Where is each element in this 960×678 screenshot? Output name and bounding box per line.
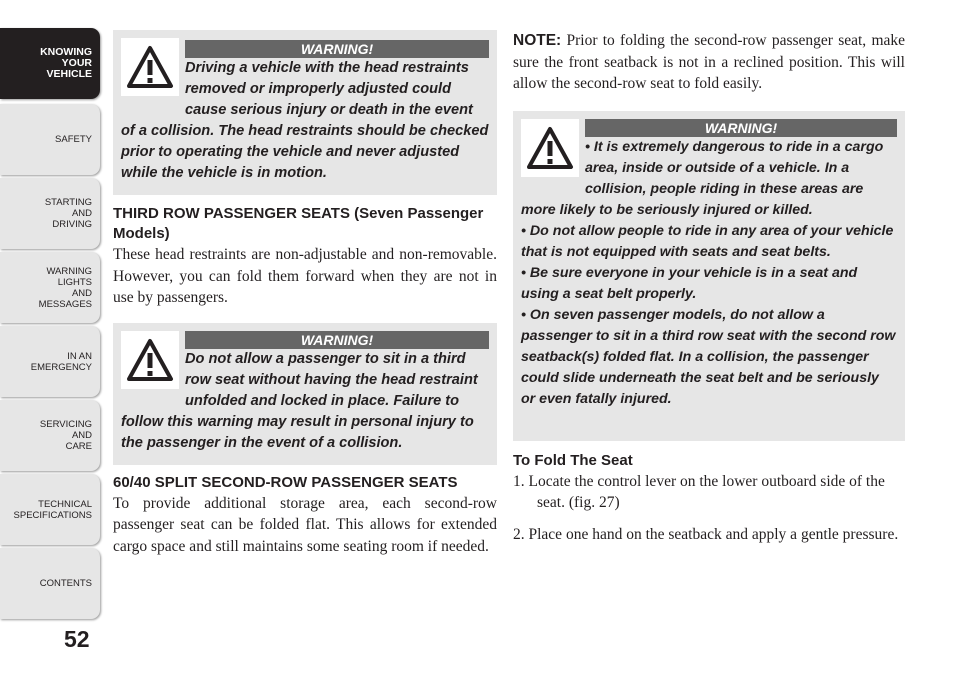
tab-label-line: CARE — [65, 441, 92, 452]
warning-box-third-row — [113, 323, 497, 465]
tab-label-line: AND — [71, 287, 92, 299]
step-number: 2. — [513, 525, 525, 543]
note-text: Prior to folding the second-row passenger seat, make sure the front seatback is not in a reclined position. This will allow the second-row seat to fold easily. — [513, 32, 906, 92]
tab-label-line: AND — [71, 208, 92, 219]
warning-title: WARNING! — [185, 331, 489, 349]
warning-bullet: • It is extremely dangerous to ride in a cargo area, inside or outside of a vehicle. In a collision, people riding in these areas are more likely to be seriously injured or killed. — [521, 138, 884, 218]
section-heading-third-row: THIRD ROW PASSENGER SEATS (Seven Passenger Models) — [113, 205, 484, 242]
warning-bullet: • On seven passenger models, do not allow a passenger to sit in a third row seat with the second row seatback(s) folded flat. In a collision, the passenger could slide underneath the seat belt and be seriously or even fatally injured. — [521, 306, 896, 407]
tab-label-line: MESSAGES — [38, 298, 92, 310]
warning-bullet-text: Do not allow people to ride in any area of your vehicle that is not equipped with seats and seat belts. — [521, 222, 894, 260]
tab-label-line: CONTENTS — [39, 578, 92, 589]
paragraph-third-row: These head restraints are non-adjustable and non-removable. However, you can fold them forward when they are not in use by passengers. — [113, 246, 497, 306]
warning-bullet-text: Be sure everyone in your vehicle is in a seat and using a seat belt properly. — [521, 264, 858, 302]
tab-label-line: IN AN — [67, 350, 92, 362]
tab-label-line: STARTING — [44, 197, 92, 208]
warning-triangle-icon — [121, 38, 179, 96]
tab-technical-specifications[interactable] — [0, 474, 100, 545]
warning-text: Do not allow a passenger to sit in a third row seat without having the head restraint unfolded and locked in place. Failure to follow this warning may result in personal injury to the passenger in the event of a collision. — [121, 350, 478, 451]
warning-bullet: • Be sure everyone in your vehicle is in a seat and using a seat belt properly. — [521, 264, 858, 302]
tab-starting-and-driving[interactable] — [0, 178, 100, 249]
tab-label-line: WARNING — [46, 265, 92, 277]
warning-triangle-icon — [521, 119, 579, 177]
tab-safety[interactable] — [0, 104, 100, 175]
tab-warning-lights-and-messages[interactable] — [0, 252, 100, 323]
paragraph-split-seats: To provide additional storage area, each second-row passenger seat can be folded flat. This allows for extended cargo space and still maintains some seating room if needed. — [113, 494, 497, 555]
left-column — [113, 30, 497, 557]
note-label: NOTE: — [513, 32, 562, 49]
step-text: Place one hand on the seatback and apply a gentle pressure. — [528, 525, 899, 543]
step-number: 1. — [513, 472, 525, 490]
list-item — [513, 471, 905, 514]
step-text: Locate the control lever on the lower outboard side of the seat. (fig. 27) — [528, 472, 885, 511]
tab-label-line: AND — [71, 430, 92, 441]
tab-label-line: DRIVING — [52, 219, 92, 230]
section-heading-split-seats: 60/40 SPLIT SECOND-ROW PASSENGER SEATS — [113, 473, 458, 491]
tab-label-line: KNOWING — [40, 46, 92, 58]
warning-box-cargo-area — [513, 111, 905, 441]
warning-bullet: • Do not allow people to ride in any area of your vehicle that is not equipped with seats and seat belts. — [521, 222, 894, 260]
tab-knowing-your-vehicle[interactable] — [0, 28, 100, 99]
list-item — [513, 524, 905, 546]
page-number: 52 — [64, 626, 90, 652]
warning-title: WARNING! — [585, 119, 897, 137]
warning-bullet-text: It is extremely dangerous to ride in a cargo area, inside or outside of a vehicle. In a collision, people riding in these areas are more likely to be seriously injured or killed. — [521, 138, 884, 218]
tab-label-line: TECHNICAL — [38, 498, 92, 510]
note-paragraph — [513, 30, 905, 95]
tab-label-line: SAFETY — [55, 134, 92, 145]
tab-label-line: YOUR — [61, 57, 92, 69]
section-heading-fold-seat: To Fold The Seat — [513, 451, 633, 469]
tab-label-line: SERVICING — [39, 419, 92, 430]
right-column — [513, 30, 905, 555]
tab-label-line: VEHICLE — [46, 68, 92, 80]
tab-label-line: SPECIFICATIONS — [13, 509, 92, 521]
warning-box-head-restraints — [113, 30, 497, 195]
tab-in-an-emergency[interactable] — [0, 326, 100, 397]
warning-title: WARNING! — [185, 40, 489, 58]
tab-label-line: LIGHTS — [57, 276, 92, 288]
warning-bullet-text: On seven passenger models, do not allow a passenger to sit in a third row seat with the second row seatback(s) folded flat. In a collision, the passenger could slide underneath the seat belt and be seriously or even fatally injured. — [521, 306, 896, 407]
tab-contents[interactable] — [0, 548, 100, 619]
tab-label-line: EMERGENCY — [30, 361, 92, 373]
fold-steps-list — [513, 471, 905, 546]
warning-triangle-icon — [121, 331, 179, 389]
tab-servicing-and-care[interactable] — [0, 400, 100, 471]
warning-text: Driving a vehicle with the head restraints removed or improperly adjusted could cause serious injury or death in the event of a collision. The head restraints should be checked prior to operating the vehicle and never adjusted while the vehicle is in motion. — [121, 60, 489, 181]
